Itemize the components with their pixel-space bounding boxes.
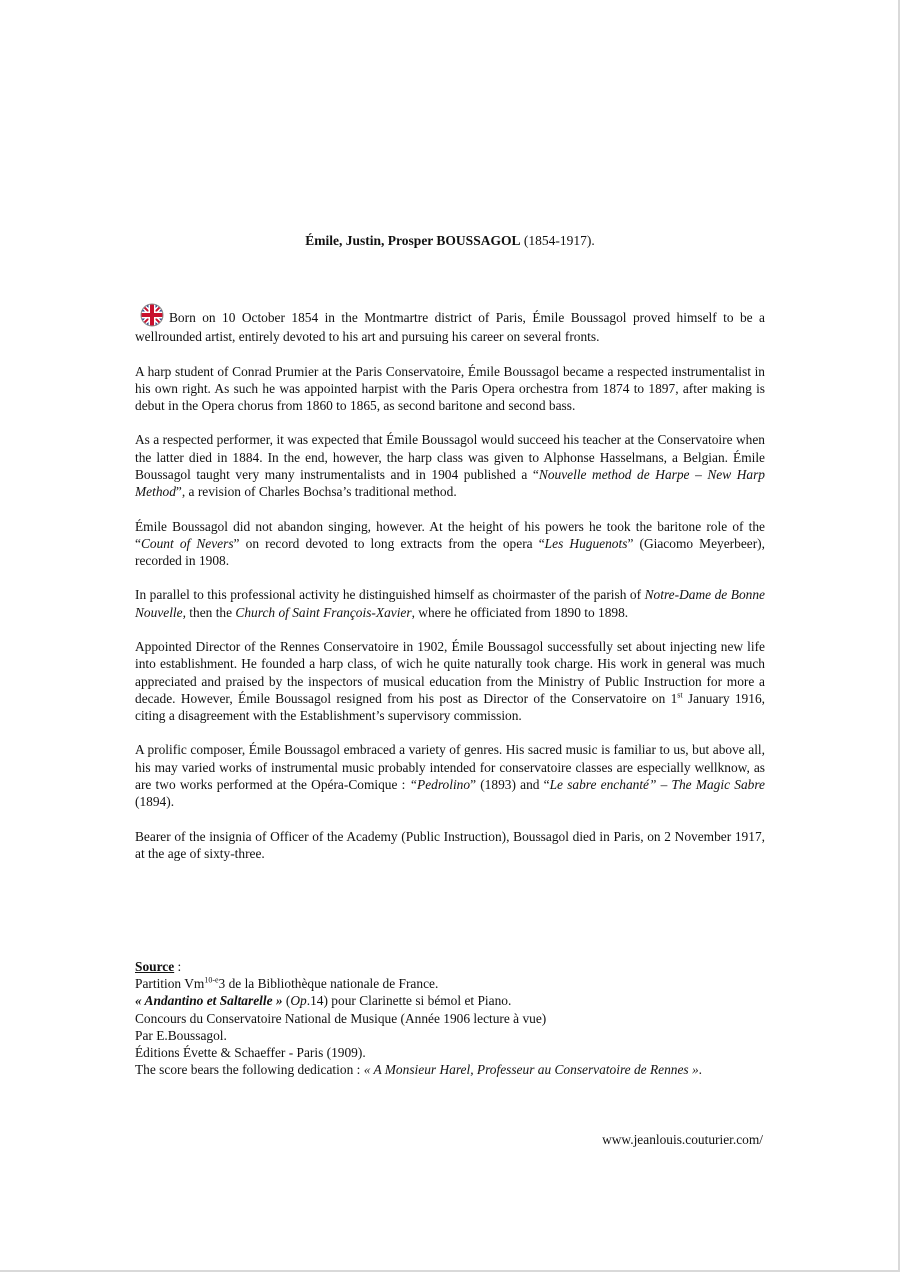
source-line-6-b: . bbox=[698, 1062, 703, 1078]
paragraph-2: A harp student of Conrad Prumier at the Paris Conservatoire, Émile Boussagol became a respected instrumentalist in his own right. As such he was appointed harpist with the Paris Opera orchestra from 1874 to 1897, after making is debut in the Opera chorus from 1860 to 1865, as second baritone and second bass. bbox=[135, 363, 765, 413]
paragraph-7 bbox=[135, 741, 765, 810]
source-line-2-rest: .14) pour Clarinette si bémol et Piano. bbox=[306, 993, 512, 1009]
paragraph-5-text-b: then the bbox=[185, 604, 236, 620]
paragraph-7-italic-2: Le sabre enchanté” – The Magic Sabre bbox=[549, 776, 765, 792]
paragraph-1 bbox=[135, 302, 765, 345]
paragraph-1-text: Born on 10 October 1854 in the Montmartre district of Paris, Émile Boussagol proved himself to be a wellrounded artist, entirely devoted to his art and pursuing his career on several fronts. bbox=[135, 310, 765, 344]
paragraph-4-text-c: ” (Giacomo Meyerbeer), recorded in 1908. bbox=[135, 535, 765, 568]
source-line-3: Concours du Conservatoire National de Musique (Année 1906 lecture à vue) bbox=[135, 1010, 547, 1026]
paragraph-4-text-b: ” on record devoted to long extracts from the opera “ bbox=[233, 535, 545, 551]
source-heading: Source bbox=[135, 959, 175, 974]
paragraph-3-italic: Nouvelle method de Harpe – New Harp Method bbox=[135, 466, 765, 500]
paragraph-3-text-b: ”, a revision of Charles Bochsa’s traditional method. bbox=[175, 484, 457, 500]
source-line-2-work-title: « Andantino et Saltarelle » bbox=[135, 993, 283, 1009]
paragraph-6-text-a: Appointed Director of the Rennes Conservatoire in 1902, Émile Boussagol successfully set about injecting new life into establishment. He founded a harp class, of wich he quite naturally took charge. His work in general was much appreciated and praised by the inspectors of musical education from the Ministry of Public Instruction for more a decade. However, Émile Boussagol resigned from his post as Director of the Conservatoire on 1 bbox=[135, 639, 765, 706]
paragraph-6-text-b: January 1916, citing a disagreement with the Establishment’s supervisory commission. bbox=[135, 690, 765, 723]
paragraph-5 bbox=[135, 586, 765, 620]
paragraph-7-text-a: A prolific composer, Émile Boussagol embraced a variety of genres. His sacred music is familiar to us, but above all, his may varied works of instrumental music probably intended for conservatoire classes are especially wellknow, as are two works performed at the Opéra-Comique : bbox=[135, 742, 765, 792]
page-title bbox=[0, 232, 900, 250]
uk-flag-icon bbox=[139, 302, 165, 328]
paragraph-7-text-c: (1894). bbox=[135, 794, 175, 810]
paragraph-3-text-a: As a respected performer, it was expected that Émile Boussagol would succeed his teacher at the Conservatoire when the latter died in 1884. In the end, however, the harp class was given to Alphonse Hasselmans, a Belgian. Émile Boussagol taught very many instrumentalists and in 1904 published a “ bbox=[135, 432, 765, 482]
source-line-4: Par E.Boussagol. bbox=[135, 1027, 227, 1043]
paragraph-3 bbox=[135, 431, 765, 500]
paragraph-7-text-b: ” (1893) and “ bbox=[470, 776, 550, 792]
source-line-1-sup: 10-e bbox=[204, 975, 219, 985]
source-line-1-a: Partition Vm bbox=[135, 976, 205, 992]
source-line-5: Éditions Évette & Schaeffer - Paris (1909). bbox=[135, 1045, 366, 1061]
paragraph-5-text-c: , where he officiated from 1890 to 1898. bbox=[411, 604, 629, 620]
source-line-1-b: 3 de la Bibliothèque nationale de France. bbox=[218, 976, 439, 992]
source-line-6-a: The score bears the following dedication : bbox=[135, 1062, 364, 1078]
composer-dates: (1854-1917). bbox=[520, 233, 595, 248]
source-line-2-paren: ( bbox=[282, 993, 291, 1009]
paragraph-5-text-a: In parallel to this professional activity he distinguished himself as choirmaster of the parish of bbox=[135, 587, 645, 603]
paragraph-4-italic-2: Les Huguenots bbox=[544, 535, 628, 551]
paragraph-7-italic-1: “Pedrolino bbox=[409, 776, 471, 792]
paragraph-5-italic-1: Notre-Dame de Bonne Nouvelle, bbox=[135, 587, 765, 620]
source-section bbox=[135, 958, 765, 1078]
source-line-2-op: Op bbox=[290, 993, 307, 1009]
source-line-6 bbox=[135, 1061, 765, 1078]
source-line-1 bbox=[135, 975, 765, 992]
paragraph-4-text-a: Émile Boussagol did not abandon singing, however. At the height of his powers he took the baritone role of the “ bbox=[135, 518, 765, 551]
source-heading-line bbox=[135, 958, 765, 975]
paragraph-4 bbox=[135, 518, 765, 570]
paragraph-5-italic-2: Church of Saint François-Xavier bbox=[235, 604, 412, 620]
source-line-2 bbox=[135, 992, 765, 1009]
paragraph-4-italic-1: Count of Nevers bbox=[140, 535, 234, 551]
composer-name: Émile, Justin, Prosper BOUSSAGOL bbox=[305, 233, 521, 248]
source-line-6-dedication: « A Monsieur Harel, Professeur au Conservatoire de Rennes » bbox=[363, 1062, 699, 1078]
biography bbox=[135, 302, 765, 879]
paragraph-6-superscript: st bbox=[677, 690, 683, 700]
paragraph-6 bbox=[135, 638, 765, 724]
paragraph-8: Bearer of the insignia of Officer of the Academy (Public Instruction), Boussagol died in Paris, on 2 November 1917, at the age of sixty-three. bbox=[135, 828, 765, 861]
source-colon: : bbox=[174, 959, 182, 974]
website-link[interactable]: www.jeanlouis.couturier.com/ bbox=[602, 1132, 763, 1147]
